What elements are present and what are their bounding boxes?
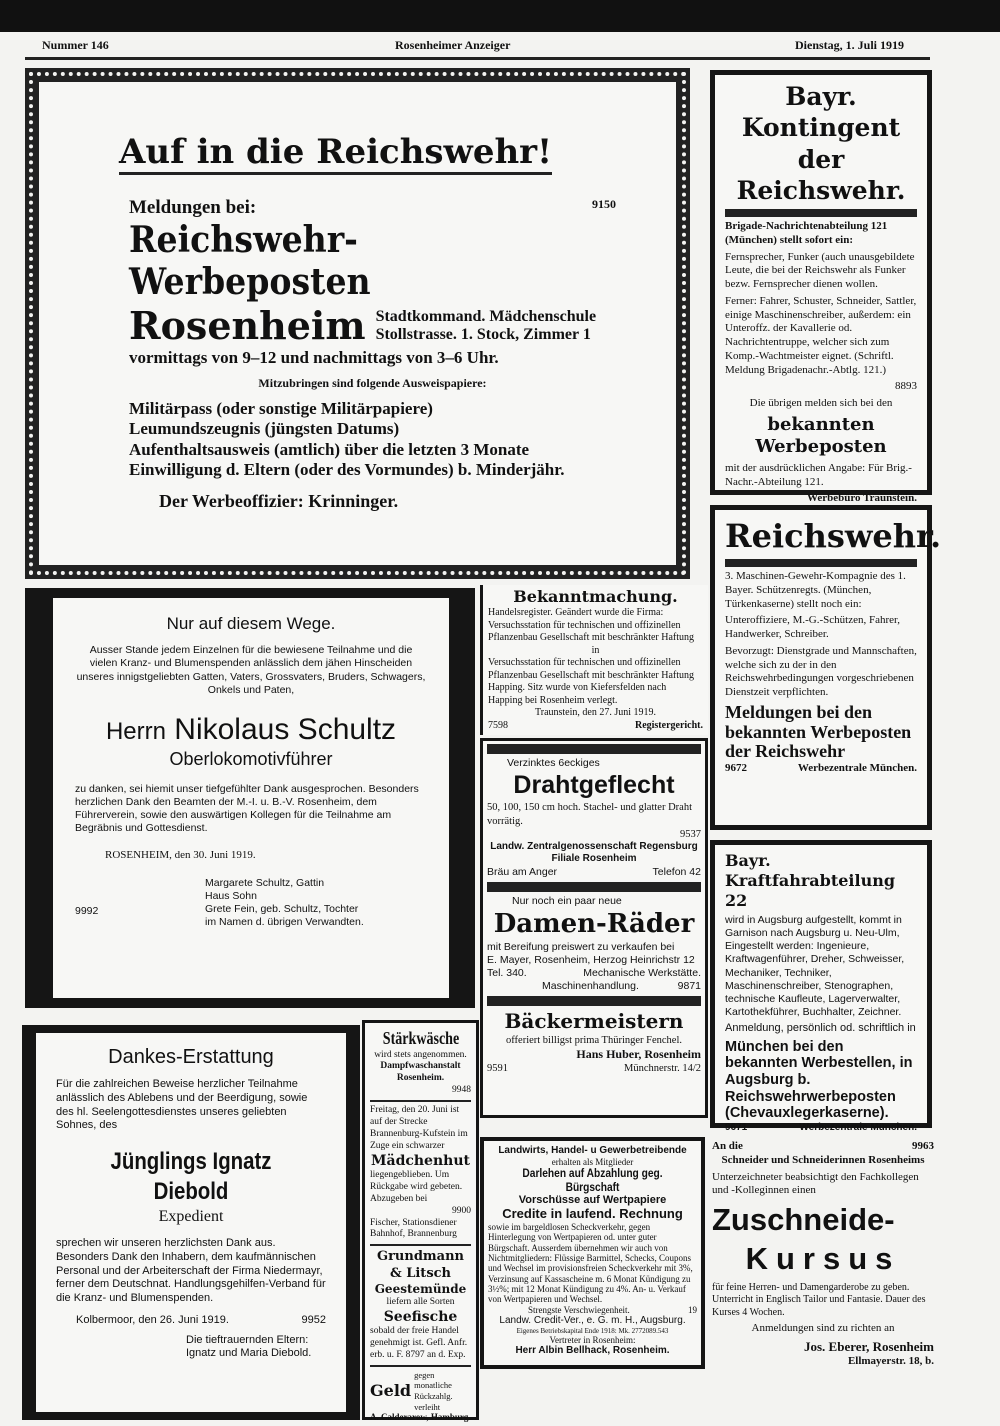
- ad-bring: Mitzubringen sind folgende Ausweispapiere:: [258, 376, 487, 390]
- credit-text: Vertreter in Rosenheim:: [549, 1334, 636, 1345]
- fisch-text: sobald der freie Handel genehmigt ist. Gefl. Anfr. erb. u. F. 8797 an d. Exp.: [370, 1326, 468, 1360]
- raeder-tel: Tel. 340.: [487, 966, 527, 979]
- reichswehr2-text: 3. Maschinen-Gewehr-Kompagnie des 1. Bayer. Schützenregts. (München, Türkenkaserne) stellt noch ein:: [725, 570, 906, 610]
- schultz-signer: Margarete Schultz, Gattin: [205, 877, 325, 889]
- kraftfahr-ad: [710, 840, 932, 1134]
- kontingent-text: mit der ausdrücklichen Angabe: Für Brig.-Nachr.-Abteilung 121.: [725, 461, 912, 488]
- credit-line: erhalten als Mitglieder: [551, 1156, 634, 1167]
- ad-officer: Der Werbeoffizier: Krinninger.: [159, 490, 399, 511]
- bekannt-sign: Registergericht.: [634, 719, 703, 731]
- divider: [370, 1365, 471, 1367]
- fisch-city: Geestemünde: [374, 1281, 467, 1296]
- kurs-to: An die: [712, 1140, 743, 1152]
- kurs-text: für feine Herren- und Damengarderobe zu geben. Unterricht in Englisch Tailor und Fantasie. Dauer des Kurses 4 Wochen.: [712, 1281, 926, 1318]
- baecker-text: offeriert billigst prima Thüringer Fenchel.: [505, 1035, 683, 1046]
- draht-pre: Verzinktes 6eckiges: [507, 757, 600, 769]
- diebold-sign: Ignatz und Maria Diebold.: [186, 1347, 312, 1360]
- reichswehr2-title: Reichswehr.: [725, 517, 942, 555]
- bekannt-date: Traunstein, den 27. Juni 1919.: [534, 707, 657, 718]
- hut-text: Fischer, Stationsdiener Bahnhof, Brannenburg: [370, 1217, 457, 1240]
- schultz-signer: Grete Fein, geb. Schultz, Tochter: [205, 903, 359, 916]
- kurs-number: 9963: [912, 1140, 934, 1152]
- ad-addr1: Stadtkommand. Mädchenschule: [375, 307, 597, 325]
- header-rule: [25, 57, 930, 60]
- kontingent-ad: [710, 70, 932, 505]
- draht-addr: Bräu am Anger: [487, 865, 558, 878]
- diebold-number: 9952: [301, 1313, 326, 1326]
- kraftfahr-text: Anmeldung, persönlich od. schriftlich in: [725, 1022, 916, 1034]
- kurs-firm: Jos. Eberer, Rosenheim: [804, 1338, 934, 1354]
- credit-line: Credite in laufend. Rechnung: [502, 1206, 683, 1222]
- raeder-text: Mechanische Werkstätte.: [583, 966, 701, 979]
- ad-title: Auf in die Reichswehr!: [119, 132, 552, 175]
- schultz-number: 9992: [75, 905, 99, 917]
- divider-bar: [725, 559, 917, 567]
- issue-number: Nummer 146: [42, 38, 109, 52]
- reichswehr2-big: Meldungen bei den bekannten Werbeposten der Reichswehr: [725, 701, 912, 762]
- credit-ad: [480, 1137, 705, 1369]
- reichswehr2-text: Unteroffiziere, M.-G.-Schützen, Fahrer, Handwerker, Schreiber.: [725, 614, 900, 640]
- schultz-job: Oberlokomotivführer: [169, 749, 333, 770]
- geld-firm: A. Calderarow, Hamburg.: [370, 1412, 471, 1423]
- baecker-addr: Münchnerstr. 14/2: [624, 1063, 701, 1075]
- staerk-title: Stärkwäsche: [382, 1028, 459, 1048]
- credit-rep-name: Herr Albin Bellhack, Rosenheim.: [515, 1345, 670, 1356]
- diebold-job: Expedient: [158, 1208, 224, 1225]
- kurs-big1: Zuschneide-: [712, 1202, 895, 1237]
- reichswehr2-sign: Werbezentrale München.: [797, 762, 917, 775]
- geld-text: gegen monatliche Rückzahlg. verleiht: [414, 1369, 453, 1412]
- raeder-title: Damen-Räder: [493, 909, 695, 939]
- baecker-firm: Hans Huber, Rosenheim: [576, 1047, 701, 1062]
- kraftfahr-sign: Werbezentrale München.: [799, 1122, 917, 1134]
- issue-date: Dienstag, 1. Juli 1919: [795, 38, 905, 52]
- draht-firm: Landw. Zentralgenossenschaft Regensburg Filiale Rosenheim: [490, 840, 698, 865]
- ad-addr2: Stollstrasse. 1. Stock, Zimmer 1: [375, 325, 591, 343]
- credit-line: Darlehen auf Abzahlung geg. Bürgschaft: [522, 1165, 663, 1194]
- kontingent-text: Ferner: Fahrer, Schuster, Schneider, Sattler, einige Maschinenschreiber, außerdem: ein Unteroffz. der Kavallerie od. Nachrichtentruppe, welcher sich zum Komp.-Wachtmeister eignet. (Schriftl. Meldung Brigadenachr.-Abtlg. 121.): [725, 294, 917, 376]
- fisch-big: Seefische: [383, 1308, 458, 1325]
- draht-text: 50, 100, 150 cm hoch. Stachel- und glatter Draht vorrätig.: [487, 802, 692, 827]
- diebold-notice: [22, 1025, 360, 1420]
- ad-number: 9150: [592, 197, 616, 211]
- kontingent-text: Fernsprecher, Funker (auch unausgebildete Leute, die bei der Reichswehr als Funker bezw. Fernsprecher dienen wollen.: [725, 250, 915, 290]
- schultz-signer: Haus Sohn: [205, 890, 257, 903]
- draht-tel: Telefon 42: [652, 865, 701, 878]
- kurs-big2: Kursus: [745, 1240, 901, 1276]
- credit-text: Strengste Verschwiegenheit.: [528, 1304, 630, 1315]
- bekannt-text: Versuchsstation für technischen und offizinellen Pflanzenbau Gesellschaft mit beschränkter Haftung Happing. Sitz wurde von Kiefersfelden nach Happing bei Rosenheim verlegt.: [488, 657, 695, 706]
- kontingent-big: bekannten Werbeposten: [755, 413, 887, 458]
- kurs-line: Schneider und Schneiderinnen Rosenheims: [721, 1153, 925, 1166]
- ad-city: Rosenheim: [129, 303, 366, 348]
- raeder-pre: Nur noch ein paar neue: [512, 894, 622, 907]
- diebold-name: Jünglings Ignatz Diebold: [110, 1148, 272, 1205]
- ad-paper: Einwilligung d. Eltern (oder des Vormundes) b. Minderjähr.: [129, 460, 565, 480]
- staerk-text: wird stets angenommen.: [374, 1049, 467, 1060]
- diebold-text: sprechen wir unseren herzlichsten Dank aus. Besonders Dank den Inhabern, dem kaufmännischen Personal und der Arbeiterschaft der Firma Niedermayr, ferner dem Deutschnat. Handlungsgehilfen-Verband für die Kranz- und Blumenspenden.: [56, 1237, 326, 1304]
- reichswehr2-number: 9672: [725, 762, 747, 775]
- reichswehr-ad: [25, 68, 690, 579]
- hut-number: 9900: [452, 1205, 471, 1216]
- schultz-herrn: Herrn: [105, 717, 166, 745]
- kursus-ad: [712, 1140, 934, 1369]
- schultz-text: zu danken, sei hiemit unser tiefgefühlter Dank ausgesprochen. Besonders herzlichen Dank den Beamten der M.-I. u. B.-V. Rosenheim, dem Führerverein, sowie den auswärtigen Kollegen für die Teilnahme am Begräbnis und Gottesdienst.: [75, 782, 419, 835]
- hut-text: liegengeblieben. Um Rückgabe wird gebeten. Abzugeben bei: [370, 1170, 463, 1204]
- small-ads-column: [362, 1020, 479, 1423]
- ad-hours: vormittags von 9–12 und nachmittags von 3–6 Uhr.: [129, 348, 499, 367]
- hut-big: Mädchenhut: [371, 1152, 470, 1169]
- raeder-number: 9871: [677, 979, 701, 992]
- diebold-sign: Die tieftrauernden Eltern:: [186, 1333, 309, 1346]
- kontingent-title2: der Reichswehr.: [736, 144, 906, 205]
- schultz-notice: [25, 588, 475, 1008]
- kraftfahr-text: wird in Augsburg aufgestellt, kommt in Garnison nach Augsburg u. Neu-Ulm, Eingestellt werden: Ingenieure, Kraftwagenführer, Dreher, Schweisser, Mechaniker, Techniker, Maschinenschreiber, Stenographen, technische Kaufleute, Lagerverwalter, Kartothekführer, Buchhalter, Zeichner.: [725, 914, 905, 1018]
- staerk-number: 9948: [452, 1085, 471, 1096]
- scan-edge: [0, 0, 1000, 32]
- kraftfahr-title: Bayr. Kraftfahrabteilung 22: [725, 851, 896, 910]
- credit-capital: Eigenes Betriebskapital Ende 1918: Mk. 2772089.543: [516, 1326, 669, 1335]
- credit-firm: Landw. Credit-Ver., e. G. m. H., Augsburg.: [499, 1315, 686, 1327]
- bekannt-number: 7598: [488, 719, 508, 731]
- ad-posten: Reichswehr-Werbeposten: [129, 219, 371, 303]
- divider-bar: [725, 209, 917, 217]
- kurs-text: Unterzeichneter beabsichtigt den Fachkollegen und -Kolleginnen einen: [712, 1170, 919, 1197]
- reichswehr2-text: Bevorzugt: Dienstgrade und Mannschaften, welche sich zu der in den Reichswehrbedingungen vorgeschriebenen Dienstzeit verpflichten.: [725, 644, 917, 698]
- bekannt-text: Handelsregister. Geändert wurde die Firma: Versuchsstation für technischen und offizinellen Pflanzenbau Gesellschaft mit beschränkter Haftung: [488, 607, 695, 643]
- kontingent-number: 8893: [895, 380, 917, 393]
- fisch-firm: Grundmann & Litsch: [376, 1249, 465, 1281]
- middle-ads: [480, 738, 708, 1118]
- schultz-title: Nur auf diesem Wege.: [166, 614, 336, 633]
- schultz-name: Nikolaus Schultz: [174, 712, 397, 746]
- kraftfahr-big: München bei den bekannten Werbestellen, in Augsburg b. Reichswehrwerbeposten (Chevauxlegerkaserne).: [725, 1038, 913, 1122]
- divider-bar: [487, 744, 701, 754]
- kurs-text: Anmeldungen sind zu richten an: [751, 1322, 895, 1334]
- bekanntmachung: [480, 585, 708, 735]
- ad-paper: Leumundszeugnis (jüngsten Datums): [129, 419, 400, 439]
- kontingent-text: Die übrigen melden sich bei den: [749, 397, 893, 409]
- reichswehr2-ad: [710, 505, 942, 830]
- fisch-text: liefern alle Sorten: [386, 1296, 455, 1307]
- diebold-text: Für die zahlreichen Beweise herzlicher Teilnahme anlässlich des Ablebens und der Beerdigung, sowie des hl. Seelengottesdienstes unseres geliebten Sohnes, des: [56, 1078, 308, 1132]
- kontingent-sign: Werbebüro Traunstein.: [806, 492, 917, 505]
- schultz-text: Ausser Stande jedem Einzelnen für die bewiesene Teilnahme und die vielen Kranz- und Blumenspenden anlässlich dem jähen Hinscheiden unseres innigstgeliebten Gatten, Vaters, Grossvaters, Bruders, Schwagers, Onkels und Paten,: [76, 644, 426, 696]
- baecker-title: Bäckermeistern: [504, 1009, 684, 1033]
- kraftfahr-number: 9671: [725, 1122, 748, 1134]
- bekannt-text: in: [591, 644, 600, 656]
- schultz-signer: im Namen d. übrigen Verwandten.: [205, 916, 364, 929]
- credit-number: 19: [688, 1304, 697, 1315]
- raeder-text: Maschinenhandlung.: [542, 979, 639, 992]
- baecker-number: 9591: [487, 1063, 508, 1075]
- divider-bar: [487, 996, 701, 1006]
- divider-bar: [487, 882, 701, 892]
- draht-number: 9537: [680, 828, 701, 840]
- geld-big: Geld: [370, 1381, 412, 1400]
- credit-line: Vorschüsse auf Wertpapiere: [518, 1194, 667, 1207]
- bekannt-title: Bekanntmachung.: [513, 587, 678, 606]
- hut-text: Freitag, den 20. Juni ist auf der Strecke Brannenburg-Kufstein im Zuge ein schwarzer: [370, 1105, 468, 1151]
- raeder-text: mit Bereifung preiswert zu verkaufen bei: [487, 940, 675, 953]
- raeder-text: E. Mayer, Rosenheim, Herzog Heinrichstr 12: [487, 953, 695, 966]
- kontingent-title1: Bayr. Kontingent: [741, 82, 901, 143]
- ad-meldungen: Meldungen bei:: [129, 197, 257, 218]
- divider: [370, 1100, 471, 1102]
- ad-paper: Militärpass (oder sonstige Militärpapiere): [129, 399, 433, 418]
- credit-text: sowie im bargeldlosen Scheckverkehr, gegen Hinterlegung von Wertpapieren od. unter guter Bürgschaft. Ausserdem übernehmen wir auch von Nichtmitgliedern: Flüssige Barmittel, Schecks, Coupons und Wechsel im provisionsfreien Scheckverkehr mit 3%, Verzinsung auf Kassascheine m. 6 Monat Kündigung zu 3½%; mit 12 Monat Kündigung zu 4%. An- u. Verkauf von Wertpapieren und Wechsel.: [488, 1222, 693, 1305]
- diebold-date: Kolbermoor, den 26. Juni 1919.: [76, 1313, 229, 1326]
- kontingent-text: Brigade-Nachrichtenabteilung 121 (München) stellt sofort ein:: [725, 220, 888, 246]
- draht-title: Drahtgeflecht: [513, 771, 675, 800]
- divider: [370, 1244, 471, 1246]
- ad-paper: Aufenthaltsausweis (amtlich) über die letzten 3 Monate: [129, 439, 530, 459]
- diebold-title: Dankes-Erstattung: [108, 1046, 274, 1068]
- kurs-addr: Ellmayerstr. 18, b.: [847, 1355, 934, 1367]
- credit-line: Landwirts, Handel- u Gewerbetreibende: [498, 1145, 687, 1156]
- masthead: Rosenheimer Anzeiger: [395, 38, 511, 52]
- schultz-date: ROSENHEIM, den 30. Juni 1919.: [105, 849, 256, 862]
- staerk-firm: Dampfwaschanstalt Rosenheim.: [380, 1061, 461, 1084]
